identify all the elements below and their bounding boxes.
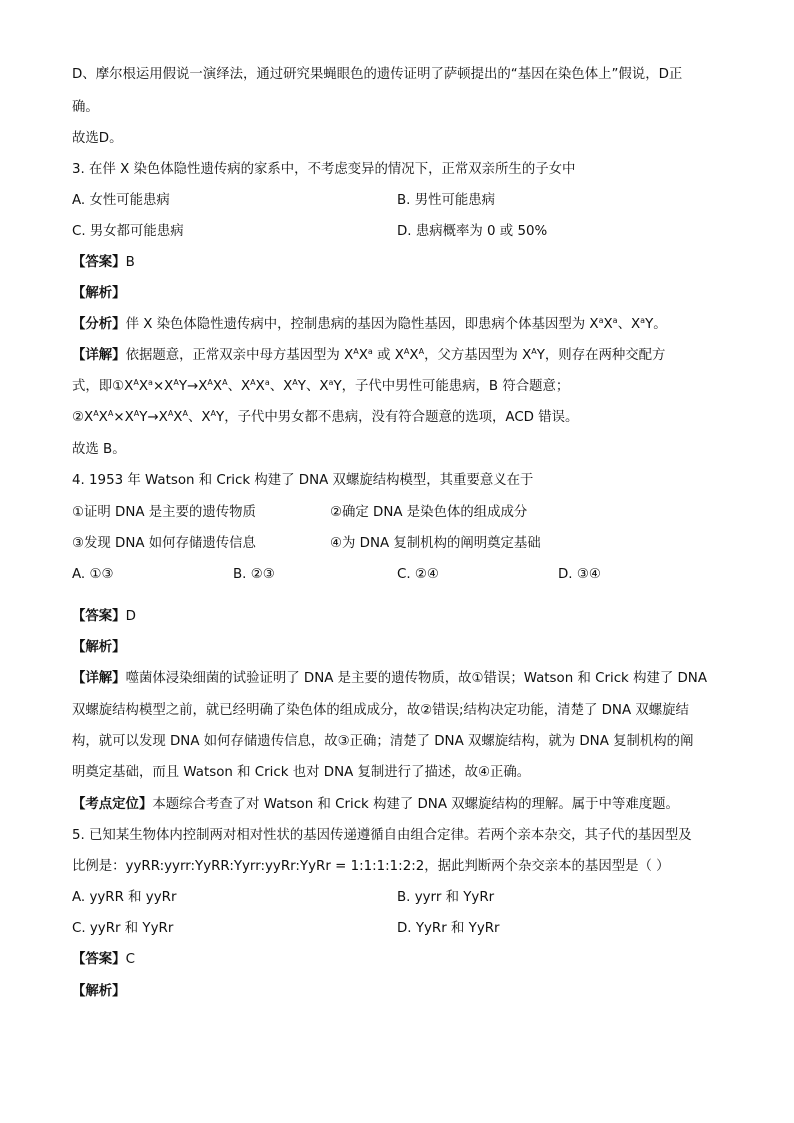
q5-answer-line: 【答案】C — [72, 952, 135, 967]
q5-analysis-tag: 【解析】 — [72, 984, 126, 999]
q4-xiangjie-line1: 【详解】噬菌体浸染细菌的试验证明了 DNA 是主要的遗传物质，故①错误；Watson 和 Crick 构建了 DNA — [72, 671, 707, 686]
q4-option-b: B. ②③ — [233, 567, 275, 582]
prev-conclusion: 故选D。 — [72, 131, 123, 146]
q5-answer: C — [125, 952, 135, 967]
q3-xiangjie-line2: 式，即$①X^AX^a\times X^AY\to X^AX^A$、$X^AX^a$、$X^AY$、$X^aY$，子代中男性可能患病，B 符合题意； — [72, 378, 570, 394]
q4-statement-3: ③发现 DNA 如何存储遗传信息 — [72, 536, 256, 551]
q4-statement-1: ①证明 DNA 是主要的遗传物质 — [72, 505, 256, 520]
q3-xiangjie-line1: 【详解】依据题意，正常双亲中母方基因型为 $X^AX^a$ 或 $X^AX^A$，父方基因型为 $X^AY$，则存在两种交配方 — [72, 347, 666, 363]
q4-statement-2: ②确定 DNA 是染色体的组成成分 — [330, 505, 528, 520]
q3-option-c: C. 男女都可能患病 — [72, 224, 184, 239]
q5-option-b: B. yyrr 和 YyRr — [397, 890, 495, 905]
q4-answer: D — [125, 609, 136, 624]
q4-kaodian: 【考点定位】本题综合考查了对 Watson 和 Crick 构建了 DNA 双螺旋结构的理解。属于中等难度题。 — [72, 797, 679, 812]
q3-conclusion: 故选 B。 — [72, 442, 126, 457]
q4-xiangjie-line3: 构，就可以发现 DNA 如何存储遗传信息，故③正确；清楚了 DNA 双螺旋结构，就为 DNA 复制机构的阐 — [72, 734, 694, 749]
q3-stem: 3. 在伴 X 染色体隐性遗传病的家系中，不考虑变异的情况下，正常双亲所生的子女中 — [72, 162, 576, 177]
q4-option-d: D. ③④ — [558, 567, 601, 582]
q3-option-b: B. 男性可能患病 — [397, 193, 496, 208]
q4-stem: 4. 1953 年 Watson 和 Crick 构建了 DNA 双螺旋结构模型，其重要意义在于 — [72, 473, 534, 488]
q4-xiangjie-line2: 双螺旋结构模型之前，就已经明确了染色体的组成成分，故②错误;结构决定功能，清楚了 DNA 双螺旋结 — [72, 703, 689, 718]
q4-answer-line: 【答案】D — [72, 609, 136, 624]
q4-analysis-tag: 【解析】 — [72, 640, 126, 655]
q3-xiangjie-line3: $②X^AX^A\times X^AY\to X^AX^A$、$X^AY$，子代中男女都不患病，没有符合题意的选项，ACD 错误。 — [72, 409, 579, 425]
q3-answer: B — [125, 255, 135, 270]
q5-stem-line2: 比例是：yyRR:yyrr:YyRR:Yyrr:yyRr:YyRr = 1:1:1:1:2:2，据此判断两个杂交亲本的基因型是（ ） — [72, 859, 670, 874]
q3-option-a: A. 女性可能患病 — [72, 193, 170, 208]
answer-tag: 【答案】 — [72, 255, 126, 270]
q3-fenxi: 【分析】伴 X 染色体隐性遗传病中，控制患病的基因为隐性基因，即患病个体基因型为 $X^aX^a$、$X^aY$。 — [72, 316, 667, 332]
q5-option-d: D. YyRr 和 YyRr — [397, 921, 500, 936]
prev-option-d-line1: D、摩尔根运用假说一演绎法，通过研究果蝇眼色的遗传证明了萨顿提出的“基因在染色体上”假说，D正 — [72, 67, 683, 82]
q4-xiangjie-line4: 明奠定基础，而且 Watson 和 Crick 也对 DNA 复制进行了描述，故④正确。 — [72, 765, 531, 780]
q4-option-a: A. ①③ — [72, 567, 114, 582]
q5-option-a: A. yyRR 和 yyRr — [72, 890, 177, 905]
q3-option-d: D. 患病概率为 0 或 50% — [397, 224, 548, 239]
q3-answer-line — [72, 254, 135, 272]
q5-stem-line1: 5. 已知某生物体内控制两对相对性状的基因传递遵循自由组合定律。若两个亲本杂交，其子代的基因型及 — [72, 828, 692, 843]
q4-option-c: C. ②④ — [397, 567, 439, 582]
q3-analysis-tag: 【解析】 — [72, 286, 126, 301]
q4-statement-4: ④为 DNA 复制机构的阐明奠定基础 — [330, 536, 541, 551]
q5-option-c: C. yyRr 和 YyRr — [72, 921, 174, 936]
prev-option-d-line2: 确。 — [72, 100, 99, 115]
